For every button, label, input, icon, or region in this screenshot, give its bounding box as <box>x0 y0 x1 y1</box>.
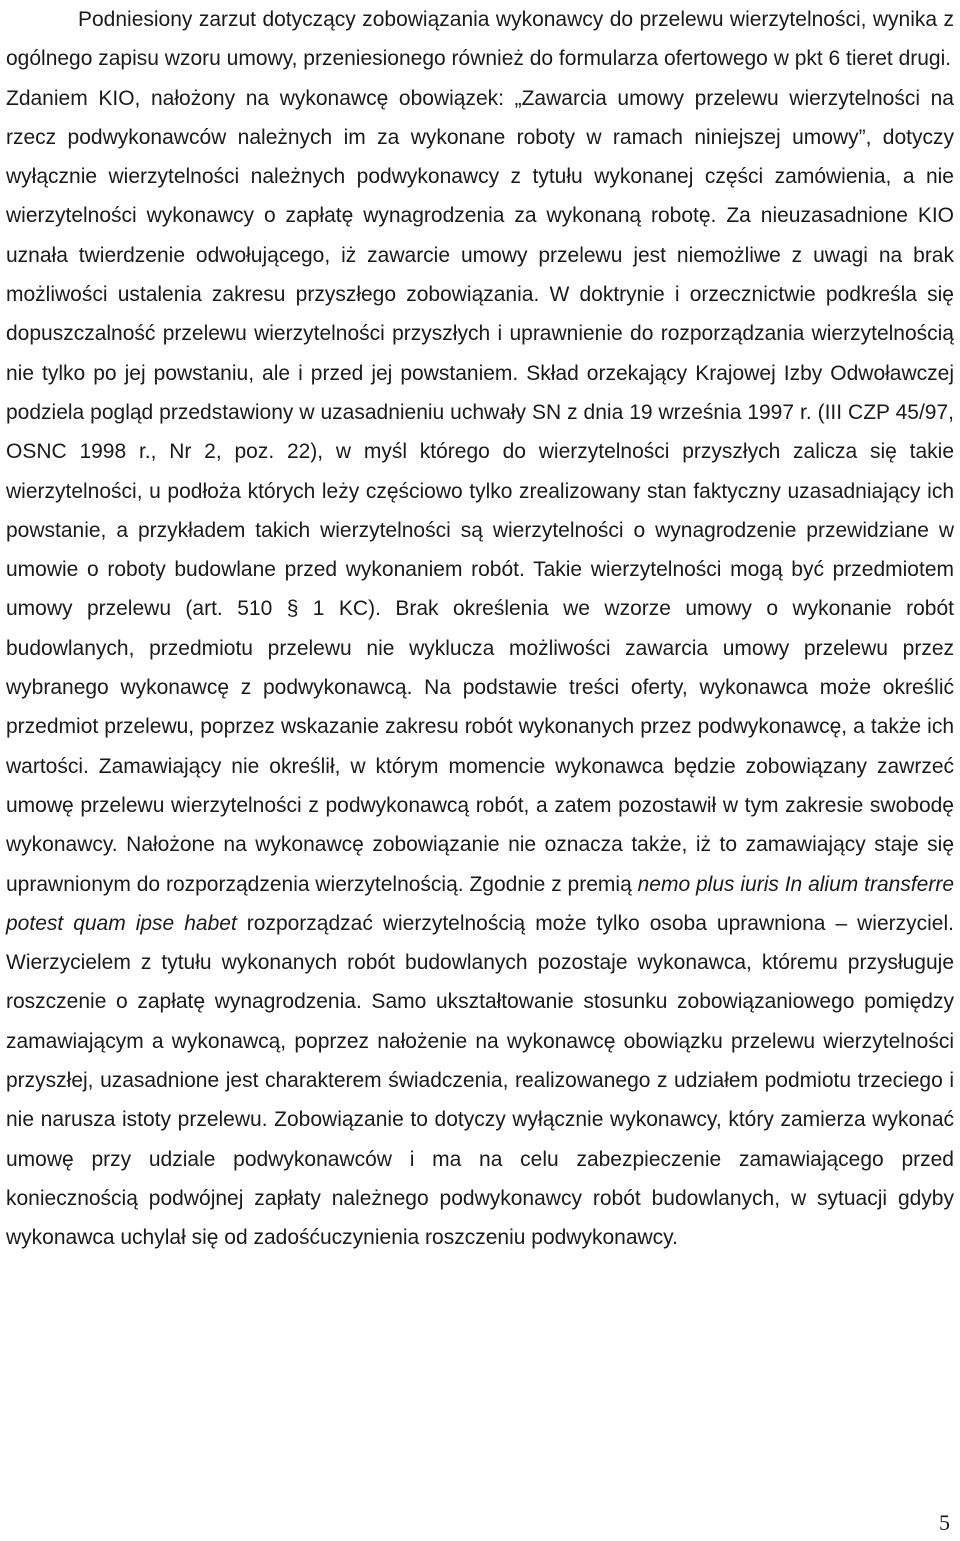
paragraph-objection: Podniesiony zarzut dotyczący zobowiązania wykonawcy do przelewu wierzytelności, wynika z ogólnego zapisu wzoru umowy, przeniesionego również do formularza ofertowego w pkt 6 tieret drugi. <box>6 8 954 71</box>
latin-maxim: nemo plus iuris In alium transferre potest quam ipse habet <box>6 872 954 935</box>
document-page <box>6 0 954 1258</box>
page-number: 5 <box>939 1510 950 1535</box>
paragraph-kio-opinion-text-2: rozporządzać wierzytelnością może tylko osoba uprawniona – wierzyciel. Wierzycielem z tytułu wykonanych robót budowlanych pozostaje wykonawca, któremu przysługuje roszczenie o zapłatę wynagrodzenia. Samo ukształtowanie stosunku zobowiązaniowego pomiędzy zamawiającym a wykonawcą, poprzez nałożenie na wykonawcę obowiązku przelewu wierzytelności przyszłej, uzasadnione jest charakterem świadczenia, realizowanego z udziałem podmiotu trzeciego i nie narusza istoty przelewu. Zobowiązanie to dotyczy wyłącznie wykonawcy, który zamierza wykonać umowę przy udziale podwykonawców i ma na celu zabezpieczenie zamawiającego przed koniecznością podwójnej zapłaty należnego podwykonawcy robót budowlanych, w sytuacji gdyby wykonawca uchylał się od zadośćuczynienia roszczeniu podwykonawcy. <box>6 911 954 1250</box>
paragraph-kio-opinion <box>6 79 954 1258</box>
paragraph-kio-opinion-text-1: Zdaniem KIO, nałożony na wykonawcę obowiązek: „Zawarcia umowy przelewu wierzytelności na rzecz podwykonawców należnych im za wykonane roboty w ramach niniejszej umowy”, dotyczy wyłącznie wierzytelności należnych podwykonawcy z tytułu wykonanej części zamówienia, a nie wierzytelności wykonawcy o zapłatę wynagrodzenia za wykonaną robotę. Za nieuzasadnione KIO uznała twierdzenie odwołującego, iż zawarcie umowy przelewu jest niemożliwe z uwagi na brak możliwości ustalenia zakresu przyszłego zobowiązania. W doktrynie i orzecznictwie podkreśla się dopuszczalność przelewu wierzytelności przyszłych i uprawnienie do rozporządzania wierzytelnością nie tylko po jej powstaniu, ale i przed jej powstaniem. Skład orzekający Krajowej Izby Odwoławczej podziela pogląd przedstawiony w uzasadnieniu uchwały SN z dnia 19 września 1997 r. (III CZP 45/97, OSNC 1998 r., Nr 2, poz. 22), w myśl którego do wierzytelności przyszłych zalicza się takie wierzytelności, u podłoża których leży częściowo tylko zrealizowany stan faktyczny uzasadniający ich powstanie, a przykładem takich wierzytelności są wierzytelności o wynagrodzenie przewidziane w umowie o roboty budowlane przed wykonaniem robót. Takie wierzytelności mogą być przedmiotem umowy przelewu (art. 510 § 1 KC). Brak określenia we wzorze umowy o wykonanie robót budowlanych, przedmiotu przelewu nie wyklucza możliwości zawarcia umowy przelewu przez wybranego wykonawcę z podwykonawcą. Na podstawie treści oferty, wykonawca może określić przedmiot przelewu, poprzez wskazanie zakresu robót wykonanych przez podwykonawcę, a także ich wartości. Zamawiający nie określił, w którym momencie wykonawca będzie zobowiązany zawrzeć umowę przelewu wierzytelności z podwykonawcą robót, a zatem pozostawił w tym zakresie swobodę wykonawcy. Nałożone na wykonawcę zobowiązanie nie oznacza także, iż to zamawiający staje się uprawnionym do rozporządzenia wierzytelnością. Zgodnie z premią <box>6 86 954 896</box>
